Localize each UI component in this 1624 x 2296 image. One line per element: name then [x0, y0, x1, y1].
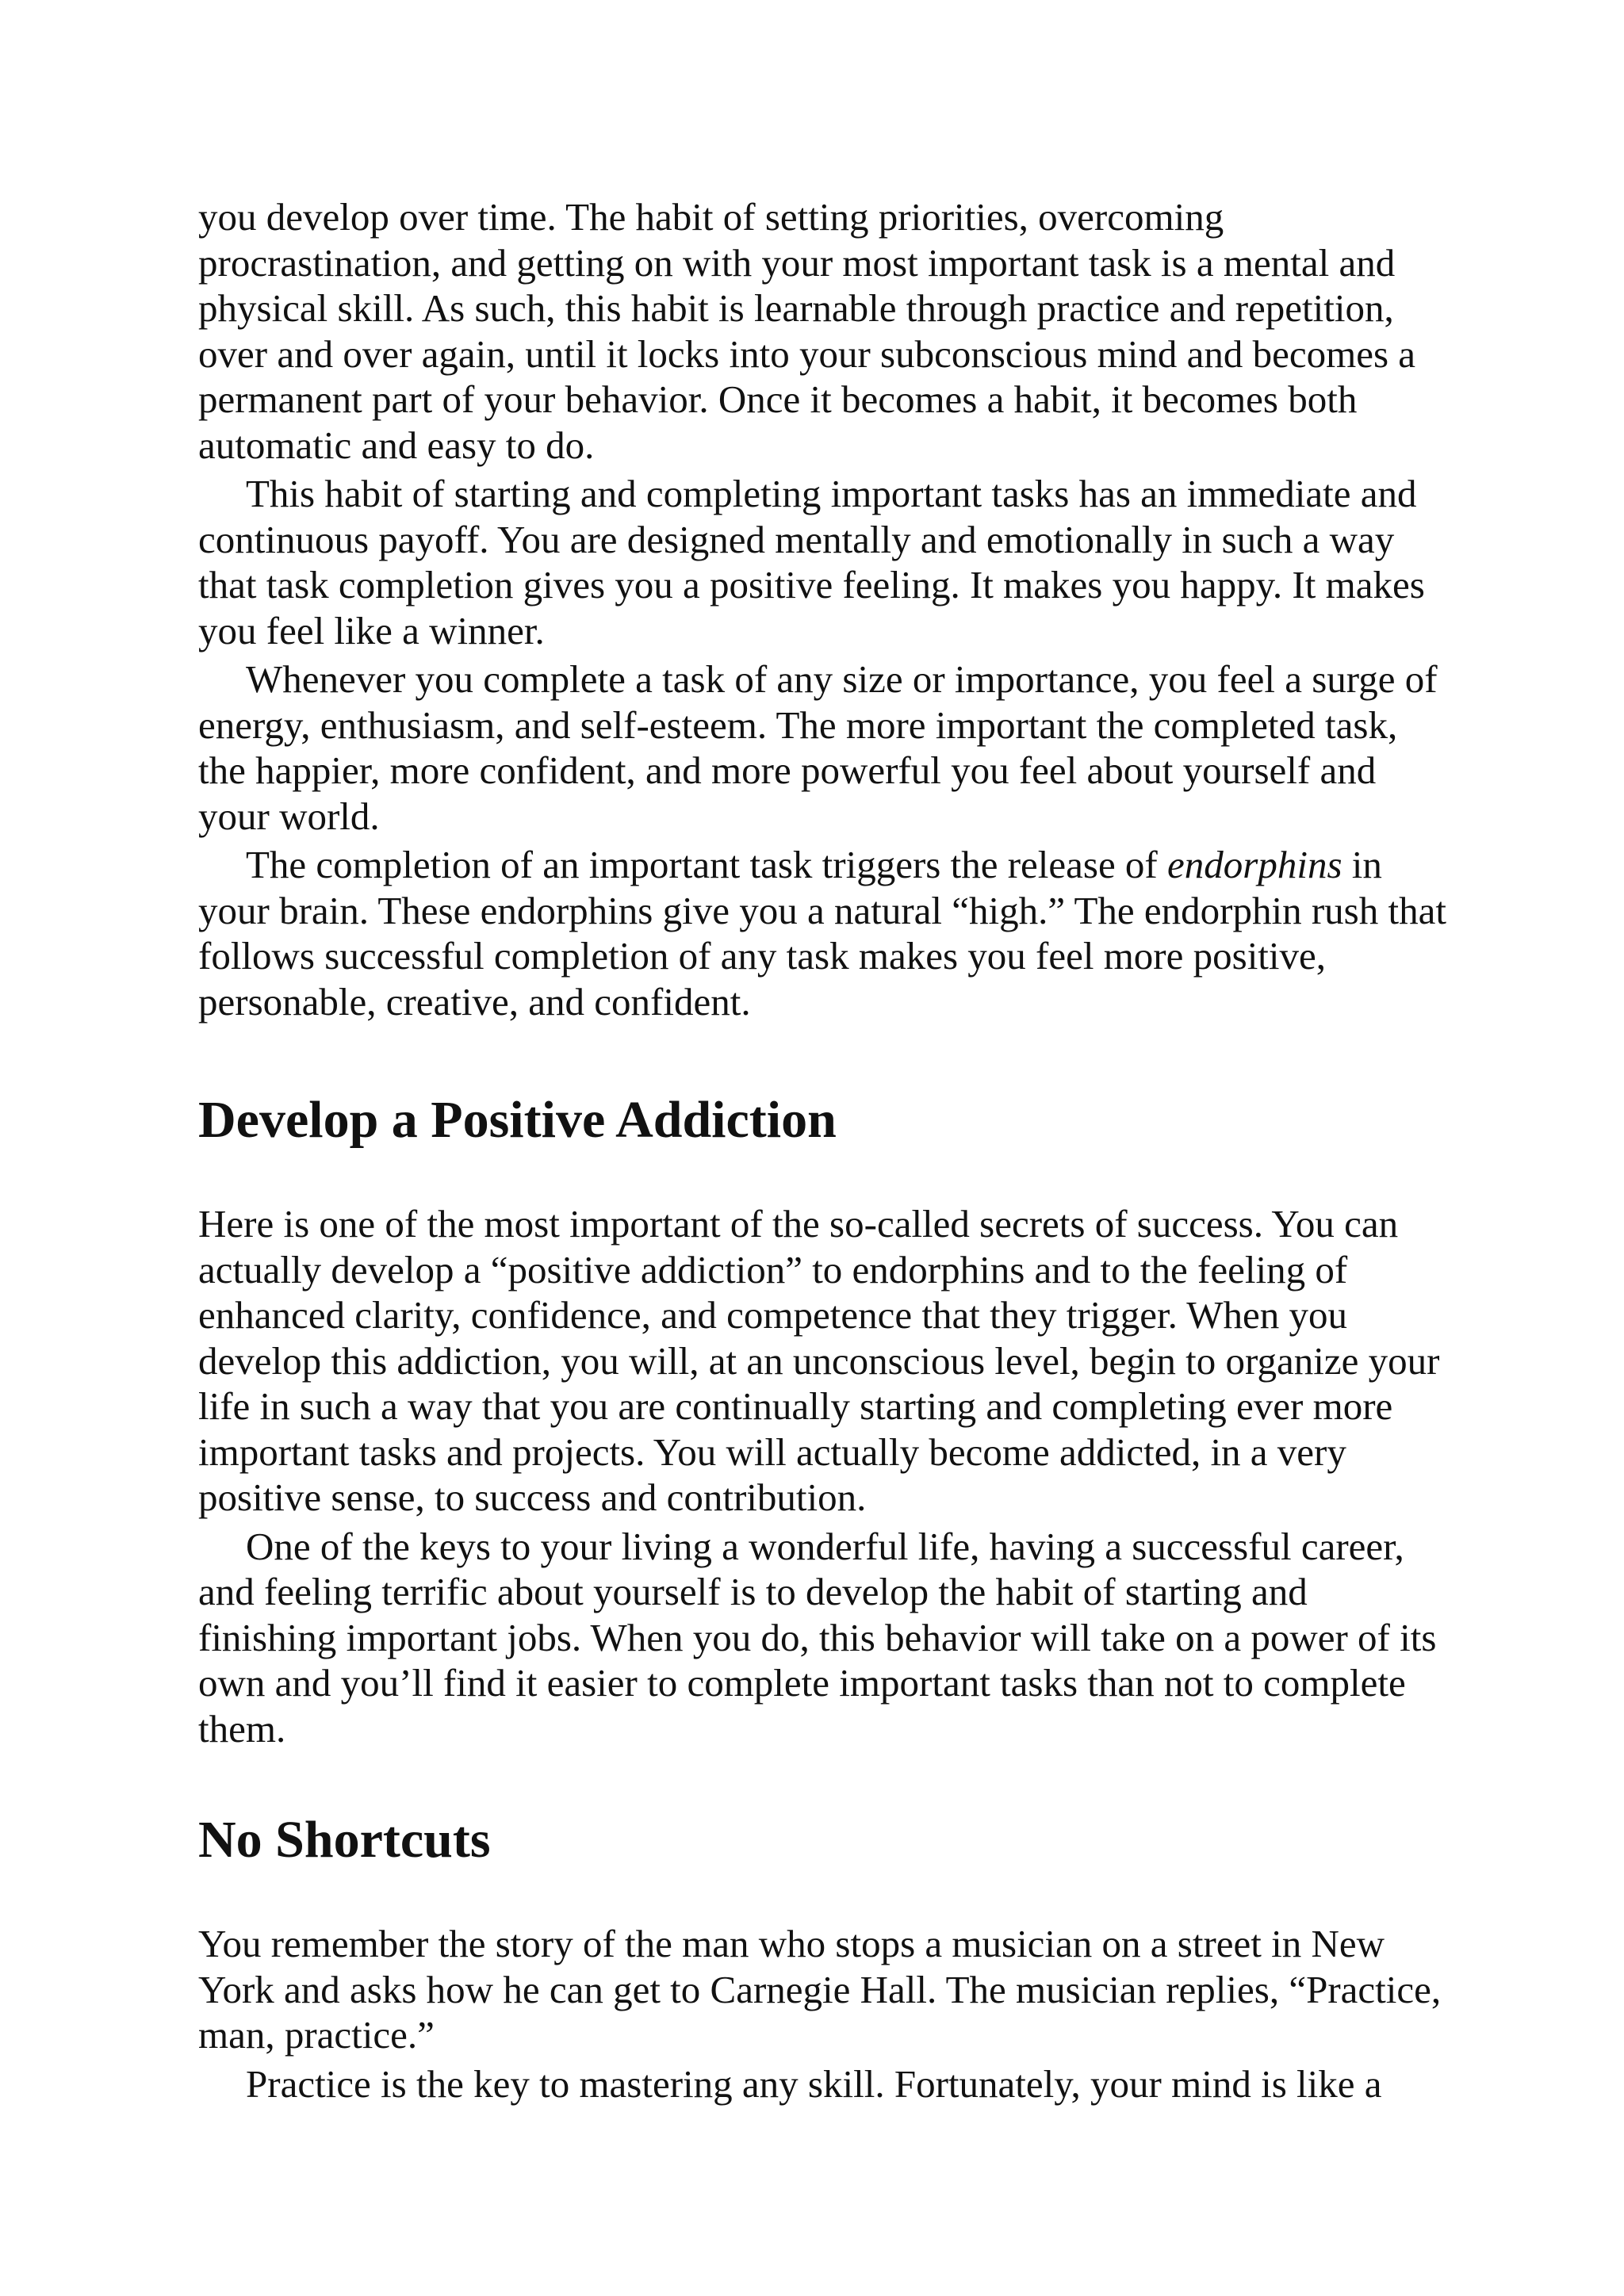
paragraph-text: The completion of an important task triggers the release of — [246, 843, 1168, 886]
no-shortcuts-section — [198, 1921, 1451, 2107]
paragraph: Whenever you complete a task of any size or importance, you feel a surge of energy, enthusiasm, and self-esteem. The more important the completed task, the happier, more confident, and more powerful you feel about yourself and your world. — [198, 657, 1438, 838]
section-heading-positive-addiction: Develop a Positive Addiction — [198, 1091, 837, 1149]
section-heading-no-shortcuts: No Shortcuts — [198, 1811, 491, 1869]
paragraph: You remember the story of the man who stops a musician on a street in New York and asks how he can get to Carnegie Hall. The musician replies, “Practice, man, practice.” — [198, 1922, 1442, 2057]
paragraph: Here is one of the most important of the so-called secrets of success. You can actually develop a “positive addiction” to endorphins and to the feeling of enhanced clarity, confidence, and competence that they trigger. When you develop this addiction, you will, at an unconscious level, begin to organize your life in such a way that you are continually starting and completing ever more important tasks and projects. You will actually become addicted, in a very positive sense, to success and contribution. — [198, 1202, 1440, 1519]
paragraph: This habit of starting and completing important tasks has an immediate and continuous payoff. You are designed mentally and emotionally in such a way that task completion gives you a positive feeling. It makes you happy. It makes you feel like a winner. — [198, 472, 1425, 652]
positive-addiction-section — [198, 1201, 1451, 1751]
paragraph: Practice is the key to mastering any skill. Fortunately, your mind is like a — [246, 2061, 1382, 2106]
paragraph: you develop over time. The habit of setting priorities, overcoming procrastination, and getting on with your most important task is a mental and physical skill. As such, this habit is learnable through practice and repetition, over and over again, until it locks into your subconscious mind and becomes a permanent part of your behavior. Once it becomes a habit, it becomes both automatic and easy to do. — [198, 195, 1416, 467]
paragraph-endorphins — [198, 842, 1451, 1024]
paragraph: One of the keys to your living a wonderful life, having a successful career, and feeling terrific about yourself is to develop the habit of starting and finishing important jobs. When you do, this behavior will take on a power of its own and you’ll find it easier to complete important tasks than not to complete them. — [198, 1524, 1437, 1751]
intro-section — [198, 194, 1451, 1024]
emphasized-term: endorphins — [1167, 843, 1342, 886]
paragraph-text: in your brain. These endorphins give you a natural “high.” The endorphin rush that follows successful completion of any task makes you feel more positive, personable, creative, and confident. — [198, 843, 1446, 1024]
